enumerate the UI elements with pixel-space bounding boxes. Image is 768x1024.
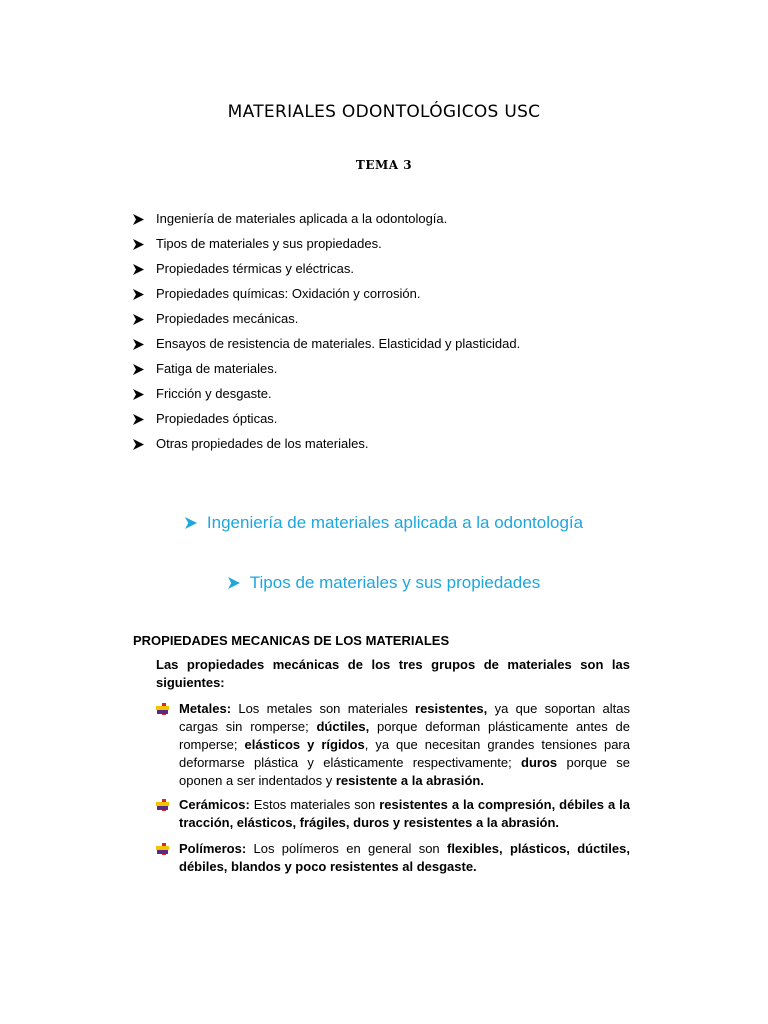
arrow-bullet-icon (133, 261, 156, 275)
toc-item: Propiedades térmicas y eléctricas. (133, 261, 520, 286)
toc-item: Propiedades químicas: Oxidación y corrosión. (133, 286, 520, 311)
toc-item: Fatiga de materiales. (133, 361, 520, 386)
list-item-metales (156, 700, 630, 790)
toc-item: Ensayos de resistencia de materiales. Elasticidad y plasticidad. (133, 336, 520, 361)
arrow-bullet-icon (133, 361, 156, 375)
arrow-bullet-icon (133, 236, 156, 250)
square-bullet-icon (156, 796, 179, 832)
table-of-contents (133, 211, 520, 461)
section-heading: Tipos de materiales y sus propiedades (0, 573, 768, 594)
arrow-bullet-icon (133, 436, 156, 450)
arrow-bullet-icon (133, 411, 156, 425)
toc-item: Propiedades ópticas. (133, 411, 520, 436)
toc-item: Tipos de materiales y sus propiedades. (133, 236, 520, 261)
list-item-ceramicos (156, 796, 630, 832)
arrow-bullet-icon (133, 286, 156, 300)
toc-item: Propiedades mecánicas. (133, 311, 520, 336)
document-subtitle: TEMA 3 (355, 158, 413, 172)
square-bullet-icon (156, 700, 179, 790)
list-item-polimeros (156, 840, 630, 876)
arrow-bullet-icon (133, 311, 156, 325)
arrow-bullet-icon (228, 573, 250, 589)
toc-item: Ingeniería de materiales aplicada a la odontología. (133, 211, 520, 236)
mechanical-intro: Las propiedades mecánicas de los tres grupos de materiales son las siguientes: (156, 657, 630, 690)
square-bullet-icon (156, 840, 179, 876)
toc-item: Otras propiedades de los materiales. (133, 436, 520, 461)
section-heading: Ingeniería de materiales aplicada a la odontología (0, 513, 768, 534)
document-title: MATERIALES ODONTOLÓGICOS USC (227, 102, 541, 122)
toc-item: Fricción y desgaste. (133, 386, 520, 411)
arrow-bullet-icon (133, 386, 156, 400)
ceramicos-text: Cerámicos: Estos materiales son resistentes a la compresión, débiles a la tracción, elásticos, frágiles, duros y resistentes a la abrasión. (179, 797, 630, 830)
arrow-bullet-icon (133, 211, 156, 225)
arrow-bullet-icon (185, 513, 207, 529)
mechanical-properties-heading: PROPIEDADES MECANICAS DE LOS MATERIALES (133, 633, 450, 648)
polimeros-text: Polímeros: Los polímeros en general son flexibles, plásticos, dúctiles, débiles, blandos y poco resistentes al desgaste. (179, 841, 630, 874)
metales-text: Metales: Los metales son materiales resistentes, ya que soportan altas cargas sin romperse; dúctiles, porque deforman plásticamente antes de romperse; elásticos y rígidos, ya que necesitan grandes tensiones para deformarse plástica y elásticamente respectivamente; duros porque se oponen a ser indentados y resistente a la abrasión. (179, 701, 631, 788)
arrow-bullet-icon (133, 336, 156, 350)
